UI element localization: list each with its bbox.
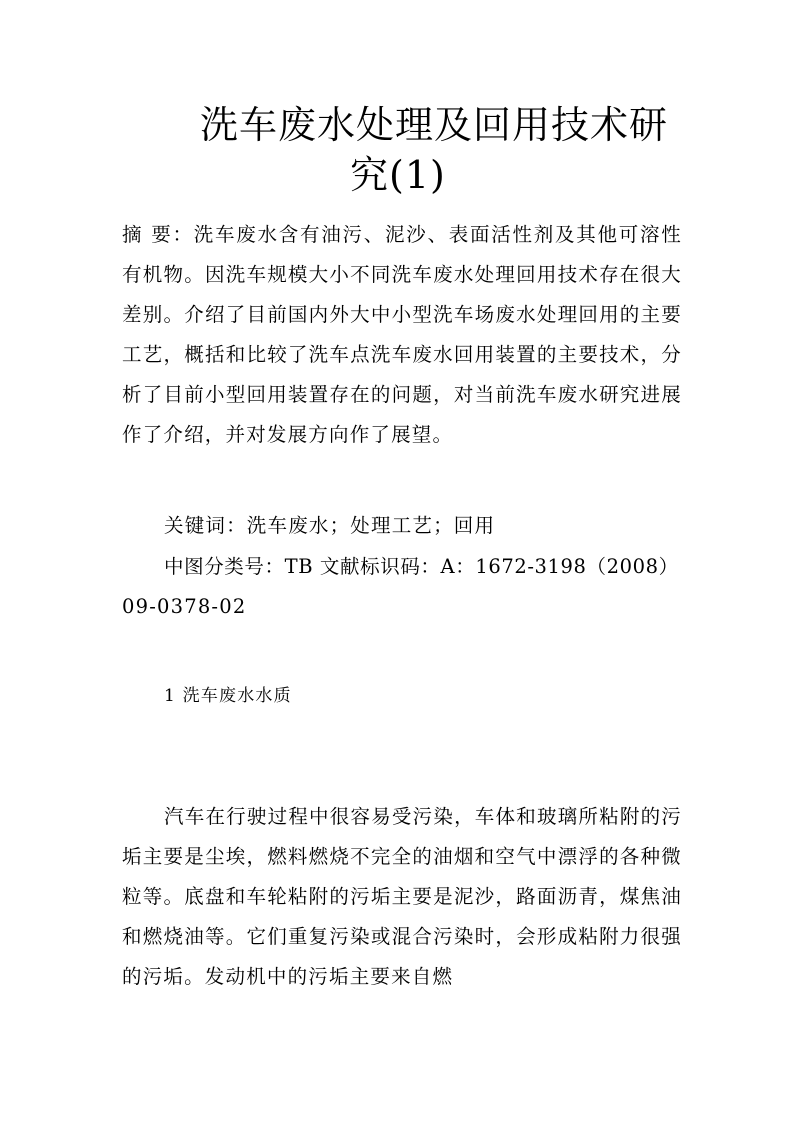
abstract-paragraph: 摘 要：洗车废水含有油污、泥沙、表面活性剂及其他可溶性有机物。因洗车规模大小不同洗车废水处理回用技术存在很大差别。介绍了目前国内外大中小型洗车场废水处理回用的主要工艺，概括和比较了洗车点洗车废水回用装置的主要技术，分析了目前小型回用装置存在的问题，对当前洗车废水研究进展作了介绍，并对发展方向作了展望。 <box>122 223 682 446</box>
body-paragraph: 汽车在行驶过程中很容易受污染，车体和玻璃所粘附的污垢主要是尘埃，燃料燃烧不完全的油烟和空气中漂浮的各种微粒等。底盘和车轮粘附的污垢主要是泥沙，路面沥青，煤焦油和燃烧油等。它们重复污染或混合污染时，会形成粘附力很强的污垢。发动机中的污垢主要来自燃 <box>122 805 682 988</box>
section-heading: 1 洗车废水水质 <box>164 686 292 706</box>
classification-line-1: 中图分类号：TB 文献标识码：A：1672-3198（2008） <box>164 555 679 578</box>
keywords-line: 关键词：洗车废水；处理工艺；回用 <box>164 514 496 537</box>
document-title <box>200 100 670 200</box>
classification-line-2: 09-0378-02 <box>122 595 247 618</box>
classification-info <box>122 547 682 627</box>
title-line-2: 究(1) <box>350 153 446 197</box>
title-line-1: 洗车废水处理及回用技术研 <box>200 103 669 147</box>
